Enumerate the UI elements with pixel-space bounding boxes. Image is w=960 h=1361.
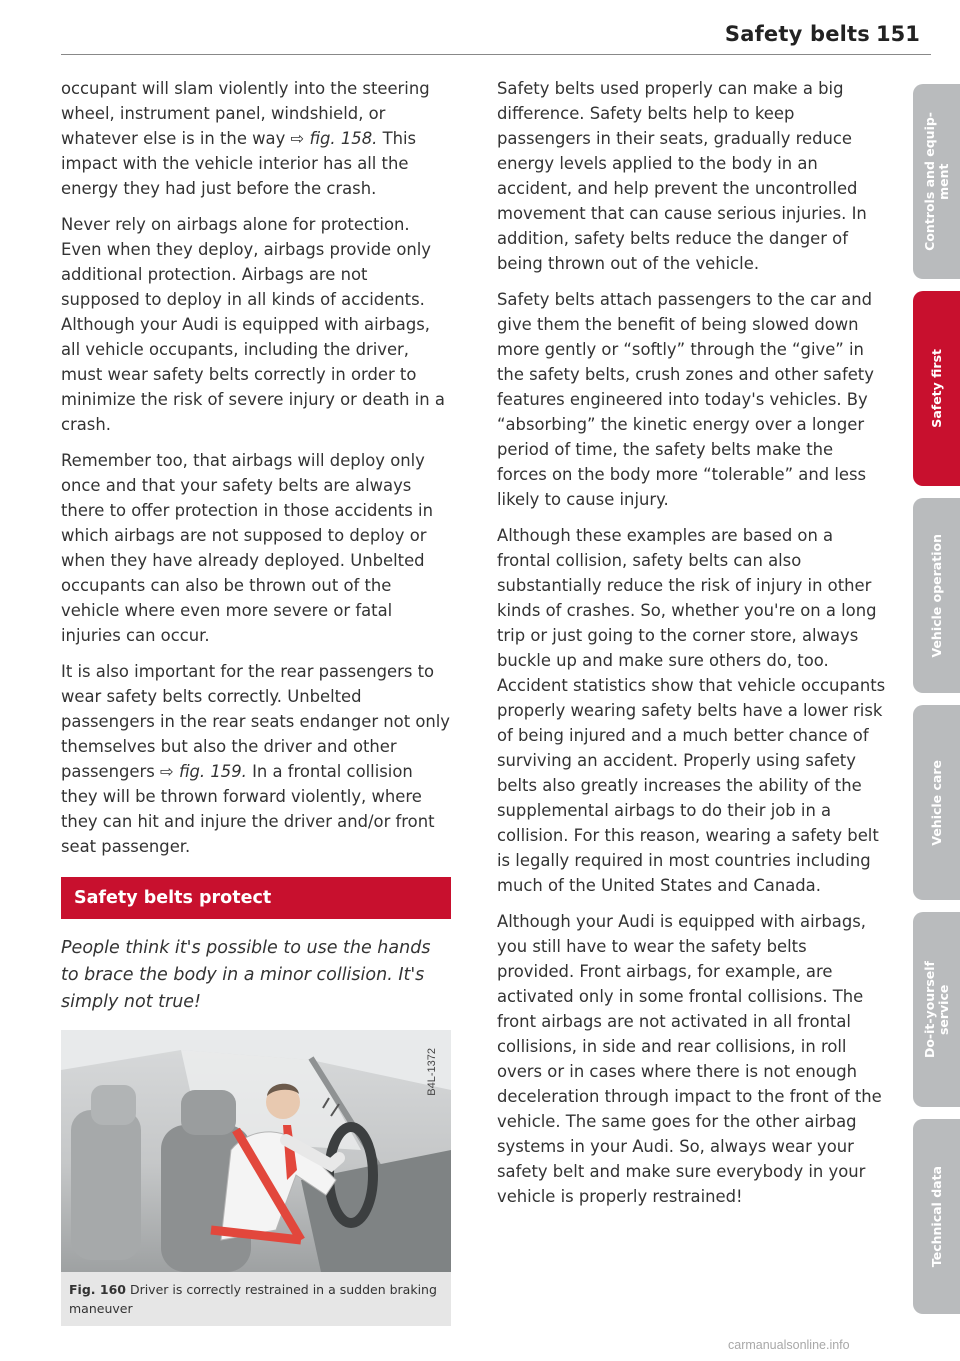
tab-technical-data[interactable]: Technical data: [913, 1119, 960, 1314]
paragraph: It is also important for the rear passengers to wear safety belts correctly. Unbelted passengers in the rear seats endanger not only themselves but also the driver and other passengers ⇨ fig. 159. In a frontal collision they will be thrown forward violently, where they can hit and injure the driver and/or front seat passenger.: [61, 662, 451, 856]
paragraph: Remember too, that airbags will deploy only once and that your safety belts are always there to offer protection in those accidents in which airbags are not supposed to deploy or when they have already deployed. Unbelted occupants can also be thrown out of the vehicle where even more severe or fatal injuries can occur.: [61, 451, 433, 645]
tab-safety-first[interactable]: Safety first: [913, 291, 960, 486]
figure-reference-link[interactable]: ⇨ fig. 159.: [160, 762, 247, 781]
right-column: [497, 76, 887, 1220]
section-heading: Safety belts protect: [61, 877, 451, 919]
figure-reference-link[interactable]: ⇨ fig. 158.: [290, 129, 378, 148]
tab-vehicle-care[interactable]: Vehicle care: [913, 705, 960, 900]
driver-illustration: [61, 1030, 451, 1272]
header-rule: [61, 54, 931, 55]
paragraph: occupant will slam violently into the steering wheel, instrument panel, windshield, or whatever else is in the way ⇨ fig. 158. This impact with the vehicle interior has all the energy they had just before the crash.: [61, 79, 430, 198]
figure-id: B4L-1372: [426, 1048, 438, 1096]
paragraph: Never rely on airbags alone for protection. Even when they deploy, airbags provide only additional protection. Airbags are not supposed to deploy in all kinds of accidents. Although your Audi is equipped with airbags, all vehicle occupants, including the driver, must wear safety belts correctly in order to minimize the risk of severe injury or death in a crash.: [61, 215, 445, 434]
figure-caption: Fig. 160 Driver is correctly restrained in a sudden braking maneuver: [61, 1272, 451, 1326]
watermark: carmanualsonline.info: [728, 1338, 850, 1352]
figure-image: [61, 1030, 451, 1272]
paragraph: Safety belts attach passengers to the car and give them the benefit of being slowed down more gently or “softly” through the “give” in the safety belts, crush zones and other safety features engineered into today's vehicles. By “absorbing” the kinetic energy over a longer period of time, the safety belts make the forces on the body more “tolerable” and less likely to cause injury.: [497, 290, 874, 509]
header-title: Safety belts: [724, 22, 870, 46]
left-column: [61, 76, 451, 1326]
tab-vehicle-operation[interactable]: Vehicle operation: [913, 498, 960, 693]
paragraph: Although these examples are based on a frontal collision, safety belts can also substantially reduce the risk of injury in other kinds of crashes. So, whether you're on a long trip or just going to the corner store, always buckle up and make sure others do, too. Accident statistics show that vehicle occupants properly wearing safety belts have a lower risk of being injured and a much better chance of surviving an accident. Properly using safety belts also greatly increases the ability of the supplemental airbags to do their job in a collision. For this reason, wearing a safety belt is legally required in most countries including much of the United States and Canada.: [497, 526, 886, 895]
section-intro: People think it's possible to use the hands to brace the body in a minor collision. It's simply not true!: [61, 938, 431, 1012]
page-number: 151: [876, 22, 920, 46]
paragraph: Although your Audi is equipped with airbags, you still have to wear the safety belts provided. Front airbags, for example, are activated only in some frontal collisions. The front airbags are not activated in all frontal collisions, in side and rear collisions, in roll overs or in cases where there is not enough deceleration through impact to the front of the vehicle. The same goes for the other airbag systems in your Audi. So, always wear your safety belt and make sure everybody in your vehicle is properly restrained!: [497, 912, 882, 1206]
paragraph: Safety belts used properly can make a big difference. Safety belts help to keep passengers in their seats, gradually reduce energy levels applied to the body in an accident, and help prevent the uncontrolled movement that can cause serious injuries. In addition, safety belts reduce the danger of being thrown out of the vehicle.: [497, 79, 867, 273]
tab-controls-and-equipment[interactable]: Controls and equip- ment: [913, 84, 960, 279]
tab-do-it-yourself-service[interactable]: Do-it-yourself service: [913, 912, 960, 1107]
